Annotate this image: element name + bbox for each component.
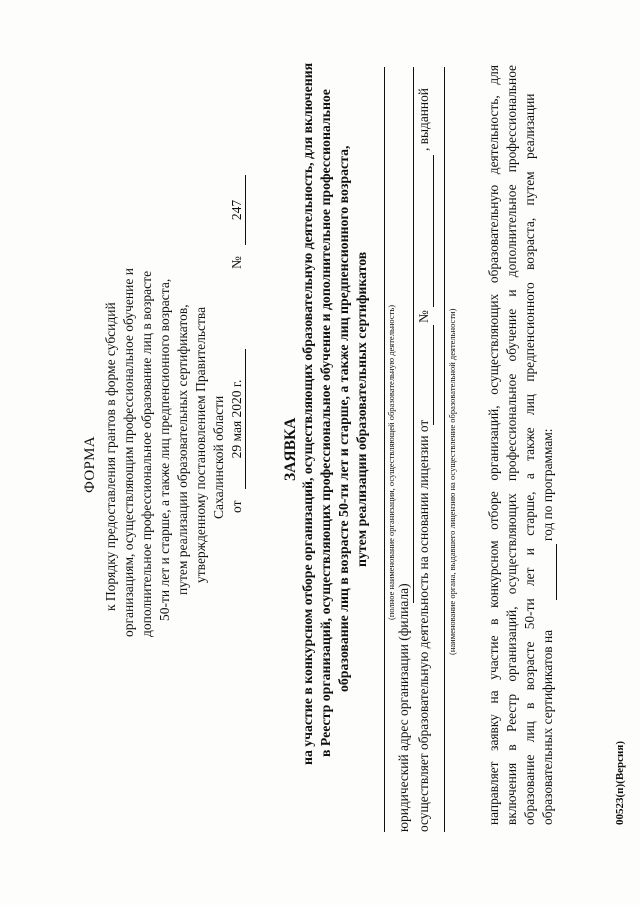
request-line-2: включения в Реестр организаций, осуществляющих профессиональное обучение и дополнительное профессиональное (504, 65, 519, 825)
license-issued-text: , выданной (416, 88, 431, 151)
legal-address-label: юридический адрес организации (филиала) (396, 583, 411, 832)
number-label: № (229, 256, 244, 269)
form-header-line-1: к Порядку предоставления грантов в форме субсидий (103, 302, 118, 611)
license-date-line (433, 325, 434, 425)
license-number-line (433, 155, 434, 307)
heading-line-1: на участие в конкурсном отборе организаций, осуществляющих образовательную деятельность, для включения (300, 62, 315, 765)
form-header-line-7: Сахалинской области (211, 395, 226, 519)
form-header-line-5: путем реализации образовательных сертификатов, (175, 304, 190, 595)
application-title: ЗАЯВКА (282, 417, 299, 481)
request-line-1: направляет заявку на участие в конкурсном отборе организаций, осуществляющих образовательную деятельность, для (486, 65, 501, 825)
legal-address-line (413, 67, 414, 603)
request-line-4: образовательных сертификатов на (540, 629, 555, 825)
license-text: осуществляет образовательную деятельность на основании лицензии от (416, 419, 431, 832)
license-authority-line (444, 67, 445, 832)
org-name-hint: (полное наименование организации, осуществляющей образовательную деятельность) (386, 304, 396, 620)
form-header-line-6: утвержденному постановлением Правительства (193, 306, 208, 583)
form-header-line-2: организациям, осуществляющим профессиональное обучение и (121, 268, 136, 637)
form-date: 29 мая 2020 г. (229, 379, 244, 459)
form-date-field (229, 349, 246, 489)
request-line-3: образование лиц в возрасте 50-ти лет и старше, а также лиц предпенсионного возраста, путем реализации (522, 93, 537, 825)
form-number: 247 (229, 199, 244, 221)
form-header-line-3: дополнительное профессиональное образование лиц в возрасте (139, 270, 154, 637)
form-title: ФОРМА (82, 436, 98, 493)
form-header-line-4: 50-ти лет и старше, а также лиц предпенсионного возраста, (157, 278, 172, 621)
license-authority-hint: (наименование органа, выдавшего лицензию на осуществление образовательной деятельности) (447, 308, 457, 655)
heading-line-4: путем реализации образовательных сертификатов (354, 251, 369, 567)
document-id: 00523(п)(Версия) (614, 741, 626, 825)
heading-line-3: образование лиц в возрасте 50-ти лет и старше, а также лиц предпенсионного возраста, (336, 145, 351, 692)
license-number-label: № (416, 310, 431, 323)
year-blank-line (556, 544, 557, 600)
request-line-5: год по программам: (540, 428, 555, 541)
from-label: от (229, 500, 244, 513)
heading-line-2: в Реестр организаций, осуществляющих профессиональное обучение и дополнительное профессиональное (318, 89, 333, 757)
form-number-field (229, 175, 246, 245)
org-name-line (384, 67, 385, 832)
